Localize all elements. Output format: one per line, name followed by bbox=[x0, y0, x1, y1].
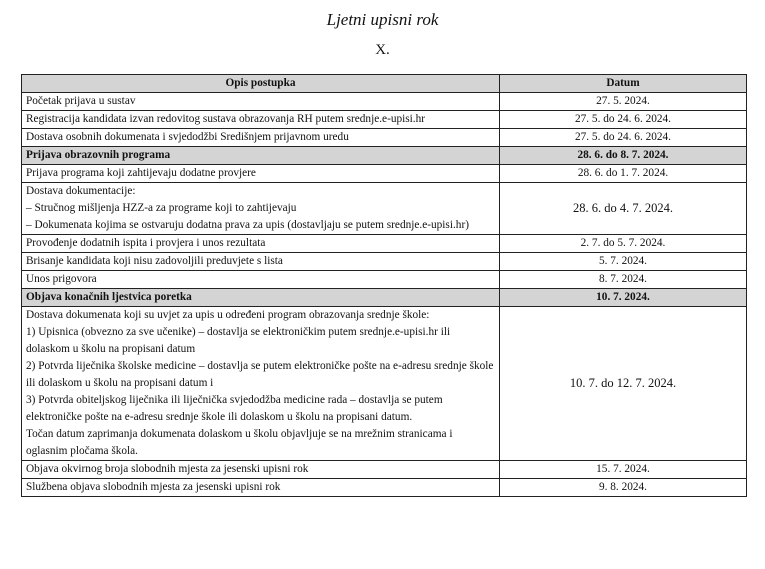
row-date: 28. 6. do 8. 7. 2024. bbox=[500, 147, 747, 165]
table-row bbox=[22, 235, 747, 253]
row-date: 27. 5. do 24. 6. 2024. bbox=[500, 111, 747, 129]
table-row bbox=[22, 111, 747, 129]
row-description: Objava konačnih ljestvica poretka bbox=[22, 289, 500, 307]
table-row bbox=[22, 479, 747, 497]
row-date: 9. 8. 2024. bbox=[500, 479, 747, 497]
row-date: 15. 7. 2024. bbox=[500, 461, 747, 479]
table-row bbox=[22, 129, 747, 147]
row-date: 8. 7. 2024. bbox=[500, 271, 747, 289]
table-row bbox=[22, 271, 747, 289]
row-description: Registracija kandidata izvan redovitog sustava obrazovanja RH putem srednje.e-upisi.hr bbox=[22, 111, 500, 129]
row-date: 28. 6. do 1. 7. 2024. bbox=[500, 165, 747, 183]
row-description: Objava okvirnog broja slobodnih mjesta za jesenski upisni rok bbox=[22, 461, 500, 479]
table-row bbox=[22, 93, 747, 111]
table-row bbox=[22, 307, 747, 461]
row-date: 10. 7. do 12. 7. 2024. bbox=[500, 307, 747, 461]
row-description: Dostava osobnih dokumenata i svjedodžbi Središnjem prijavnom uredu bbox=[22, 129, 500, 147]
table-row bbox=[22, 253, 747, 271]
header-description: Opis postupka bbox=[22, 75, 500, 93]
row-description: Provođenje dodatnih ispita i provjera i unos rezultata bbox=[22, 235, 500, 253]
row-date: 27. 5. do 24. 6. 2024. bbox=[500, 129, 747, 147]
row-description-line: 1) Upisnica (obvezno za sve učenike) – dostavlja se elektroničkim putem srednje.e-upisi.hr ili dolaskom u školu na propisani datum bbox=[26, 326, 451, 355]
row-description-line: Dostava dokumentacije: bbox=[26, 185, 136, 197]
row-description-line: – Dokumenata kojima se ostvaruju dodatna prava za upis (dostavljaju se putem srednje.e-upisi.hr) bbox=[26, 219, 469, 231]
schedule-table bbox=[21, 74, 747, 497]
row-description: Početak prijava u sustav bbox=[22, 93, 500, 111]
row-description bbox=[22, 183, 500, 235]
page-subtitle: X. bbox=[375, 42, 390, 58]
row-description: Brisanje kandidata koji nisu zadovoljili preduvjete s lista bbox=[22, 253, 500, 271]
row-description: Unos prigovora bbox=[22, 271, 500, 289]
row-date: 27. 5. 2024. bbox=[500, 93, 747, 111]
table-row-highlight bbox=[22, 147, 747, 165]
row-description: Službena objava slobodnih mjesta za jesenski upisni rok bbox=[22, 479, 500, 497]
page-title: Ljetni upisni rok bbox=[326, 10, 439, 29]
row-description-line: 3) Potvrda obiteljskog liječnika ili liječnička svjedodžba medicine rada – dostavlja se putem elektroničke pošte na e-adresu srednje škole ili dolaskom u školu na propisani datum. bbox=[26, 394, 443, 423]
table-row bbox=[22, 183, 747, 235]
row-date: 28. 6. do 4. 7. 2024. bbox=[500, 183, 747, 235]
row-date: 10. 7. 2024. bbox=[500, 289, 747, 307]
table-row bbox=[22, 165, 747, 183]
table-header-row bbox=[22, 75, 747, 93]
row-description-line: Točan datum zaprimanja dokumenata dolaskom u školu objavljuje se na mrežnim stranicama i oglasnim pločama škola. bbox=[26, 428, 453, 457]
row-description: Prijava obrazovnih programa bbox=[22, 147, 500, 165]
header-date: Datum bbox=[500, 75, 747, 93]
table-row bbox=[22, 461, 747, 479]
row-description-line: Dostava dokumenata koji su uvjet za upis u određeni program obrazovanja srednje škole: bbox=[26, 309, 430, 321]
row-description-line: 2) Potvrda liječnika školske medicine – dostavlja se putem elektroničke pošte na e-adresu srednje škole ili dolaskom u školu na propisani datum i bbox=[26, 360, 494, 389]
row-date: 2. 7. do 5. 7. 2024. bbox=[500, 235, 747, 253]
table-row-highlight bbox=[22, 289, 747, 307]
row-description-line: – Stručnog mišljenja HZZ-a za programe koji to zahtijevaju bbox=[26, 202, 297, 214]
row-date: 5. 7. 2024. bbox=[500, 253, 747, 271]
row-description: Prijava programa koji zahtijevaju dodatne provjere bbox=[22, 165, 500, 183]
row-description bbox=[22, 307, 500, 461]
